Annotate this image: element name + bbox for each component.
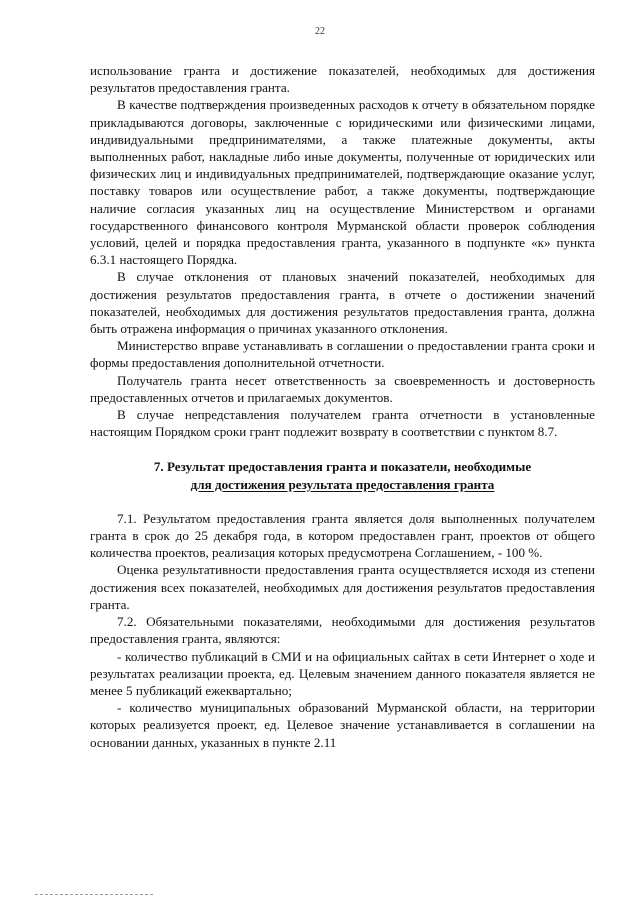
section-heading: [90, 458, 595, 492]
paragraph-refund: В случае непредставления получателем гранта отчетности в установленные настоящим Порядком сроки грант подлежит возврату в соответствии с пунктом 8.7.: [90, 407, 595, 440]
section-heading-line1: 7. Результат предоставления гранта и показатели, необходимые: [153, 459, 532, 475]
section-heading-line2: для достижения результата предоставления гранта: [190, 476, 495, 492]
paragraph-expense-confirmation: В качестве подтверждения произведенных расходов к отчету в обязательном порядке прикладываются договоры, заключенные с юридическими или физическими лицами, индивидуальными предпринимателями, а также платежные документы, акты выполненных работ, накладные либо иные документы, полученные от юридических или физических лиц и индивидуальных предпринимателей, подтверждающие оказание услуг, поставку товаров или осуществление работ, а также документы, подтверждающие наличие согласия указанных лиц на осуществление Министерством и органами государственного финансового контроля Мурманской области проверок соблюдения условий, целей и порядка предоставления гранта, указанного в подпункте «к» пункта 6.3.1 настоящего Порядка.: [90, 97, 595, 268]
paragraph-responsibility: Получатель гранта несет ответственность за своевременность и достоверность предоставленных отчетов и прилагаемых документов.: [90, 372, 595, 405]
paragraph-deviation: В случае отклонения от плановых значений показателей, необходимых для достижения результатов предоставления гранта, в отчете о достижении значений показателей, необходимых для достижения результатов предоставления гранта, должна быть отражена информация о причинах указанного отклонения.: [90, 269, 595, 337]
paragraph-grant-usage: использование гранта и достижение показателей, необходимых для достижения результатов предоставления гранта.: [90, 63, 595, 96]
list-item-municipalities: - количество муниципальных образований Мурманской области, на территории которых реализуется проект, ед. Целевое значение устанавливается в соглашении на основании данных, указанных в пункте 2.11: [90, 700, 595, 750]
page-number: 22: [315, 26, 325, 37]
paragraph-additional-reporting: Министерство вправе устанавливать в соглашении о предоставлении гранта сроки и формы предоставления дополнительной отчетности.: [90, 338, 595, 371]
footer-rule: [35, 894, 153, 895]
paragraph-7-1: 7.1. Результатом предоставления гранта является доля выполненных получателем гранта в срок до 25 декабря года, в котором предоставлен грант, проектов от общего количества проектов, реализация которых предусмотрена Соглашением, - 100 %.: [90, 510, 595, 561]
document-body: [90, 62, 595, 751]
paragraph-7-2: 7.2. Обязательными показателями, необходимыми для достижения результатов предоставления гранта, являются:: [90, 614, 595, 647]
list-item-publications: - количество публикаций в СМИ и на официальных сайтах в сети Интернет о ходе и результатах реализации проекта, ед. Целевым значением данного показателя является не менее 5 публикаций ежеквартально;: [90, 648, 595, 698]
paragraph-evaluation: Оценка результативности предоставления гранта осуществляется исходя из степени достижения всех показателей, необходимых для достижения результатов предоставления гранта.: [90, 562, 595, 612]
